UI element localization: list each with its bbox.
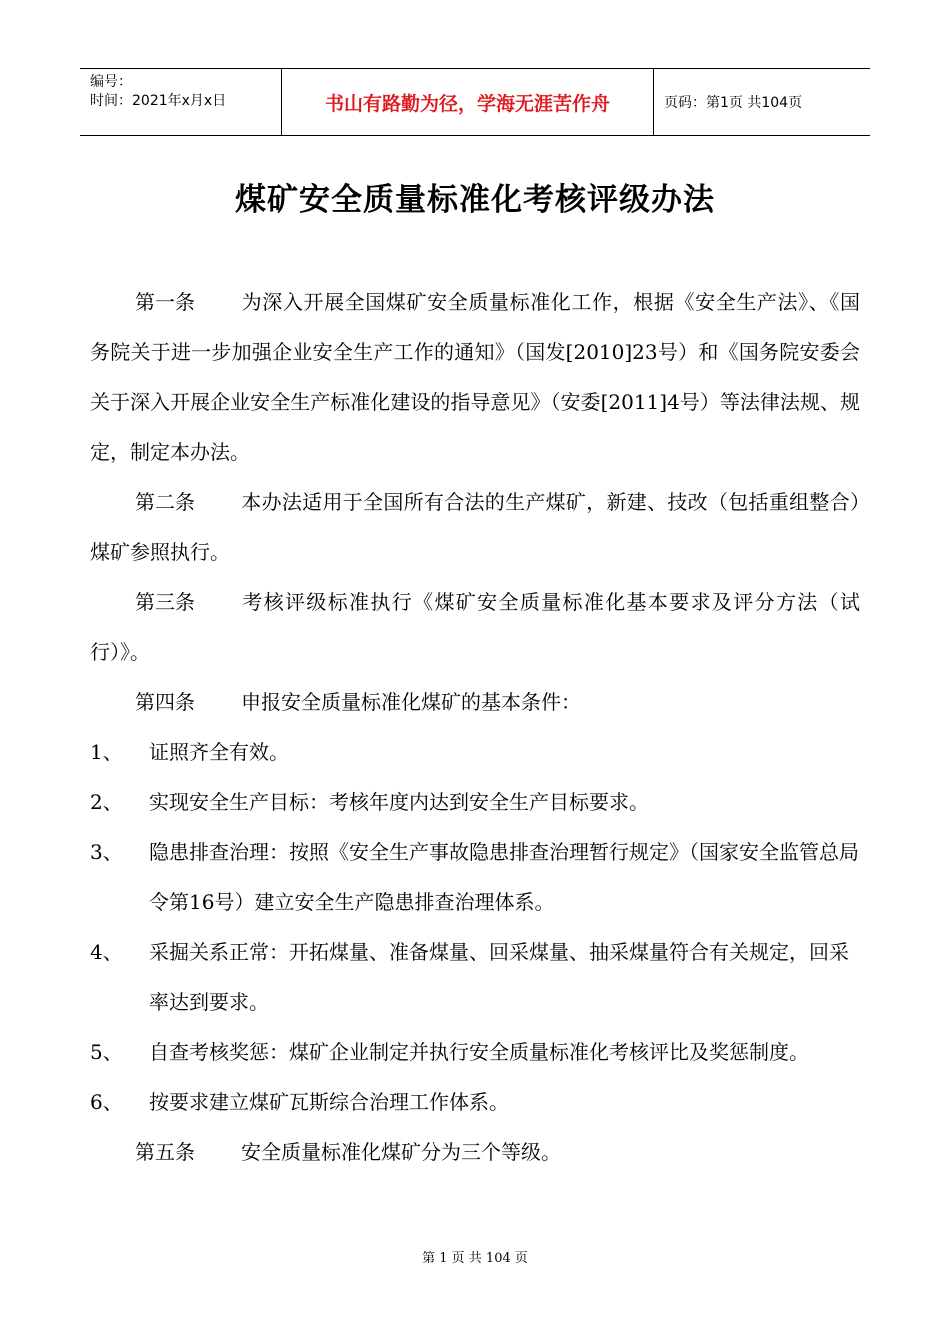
condition-item: [90, 827, 860, 927]
article-text: 安全质量标准化煤矿分为三个等级。: [241, 1140, 561, 1164]
article-text: 申报安全质量标准化煤矿的基本条件：: [241, 690, 581, 714]
condition-text: 隐患排查治理：按照《安全生产事故隐患排查治理暂行规定》（国家安全监管总局令第16号）建立安全生产隐患排查治理体系。: [149, 840, 859, 914]
condition-number: 3、: [90, 840, 123, 864]
article-1: [90, 277, 860, 477]
article-text: 本办法适用于全国所有合法的生产煤矿，新建、技改（包括重组整合）煤矿参照执行。: [90, 490, 860, 564]
page-header: [80, 68, 870, 136]
date-label: 时间：2021年x月x日: [90, 93, 227, 109]
header-motto: 书山有路勤为径，学海无涯苦作舟: [282, 69, 654, 135]
condition-text: 按要求建立煤矿瓦斯综合治理工作体系。: [149, 1090, 509, 1114]
condition-number: 6、: [90, 1090, 123, 1114]
document-title: 煤矿安全质量标准化考核评级办法: [235, 182, 715, 218]
page-footer: 第 1 页 共 104 页: [422, 1251, 528, 1266]
condition-number: 4、: [90, 940, 123, 964]
number-label: 编号：: [90, 74, 132, 90]
condition-number: 5、: [90, 1040, 123, 1064]
header-page-info: 页码：第1页 共104页: [664, 95, 803, 111]
condition-item: [90, 777, 860, 827]
document-body: [90, 277, 860, 1177]
article-label: 第一条: [135, 290, 195, 314]
header-meta: [80, 69, 282, 135]
condition-item: [90, 727, 860, 777]
condition-text: 证照齐全有效。: [149, 740, 289, 764]
article-text: 为深入开展全国煤矿安全质量标准化工作，根据《安全生产法》、《国务院关于进一步加强企业安全生产工作的通知》（国发[2010]23号）和《国务院安委会关于深入开展企业安全生产标准化建设的指导意见》（安委[2011]4号）等法律法规、规定，制定本办法。: [90, 290, 860, 464]
condition-number: 1、: [90, 740, 123, 764]
condition-item: [90, 1027, 860, 1077]
condition-text: 实现安全生产目标：考核年度内达到安全生产目标要求。: [149, 790, 649, 814]
condition-number: 2、: [90, 790, 123, 814]
article-3: [90, 577, 860, 677]
article-label: 第四条: [135, 690, 195, 714]
article-label: 第二条: [135, 490, 195, 514]
condition-item: [90, 927, 860, 1027]
condition-text: 自查考核奖惩：煤矿企业制定并执行安全质量标准化考核评比及奖惩制度。: [149, 1040, 809, 1064]
article-text: 考核评级标准执行《煤矿安全质量标准化基本要求及评分方法（试行）》。: [90, 590, 860, 664]
article-5: [90, 1127, 860, 1177]
article-label: 第三条: [135, 590, 195, 614]
article-4: [90, 677, 860, 727]
condition-text: 采掘关系正常：开拓煤量、准备煤量、回采煤量、抽采煤量符合有关规定，回采率达到要求。: [149, 940, 849, 1014]
article-2: [90, 477, 860, 577]
article-label: 第五条: [135, 1140, 195, 1164]
condition-item: [90, 1077, 860, 1127]
